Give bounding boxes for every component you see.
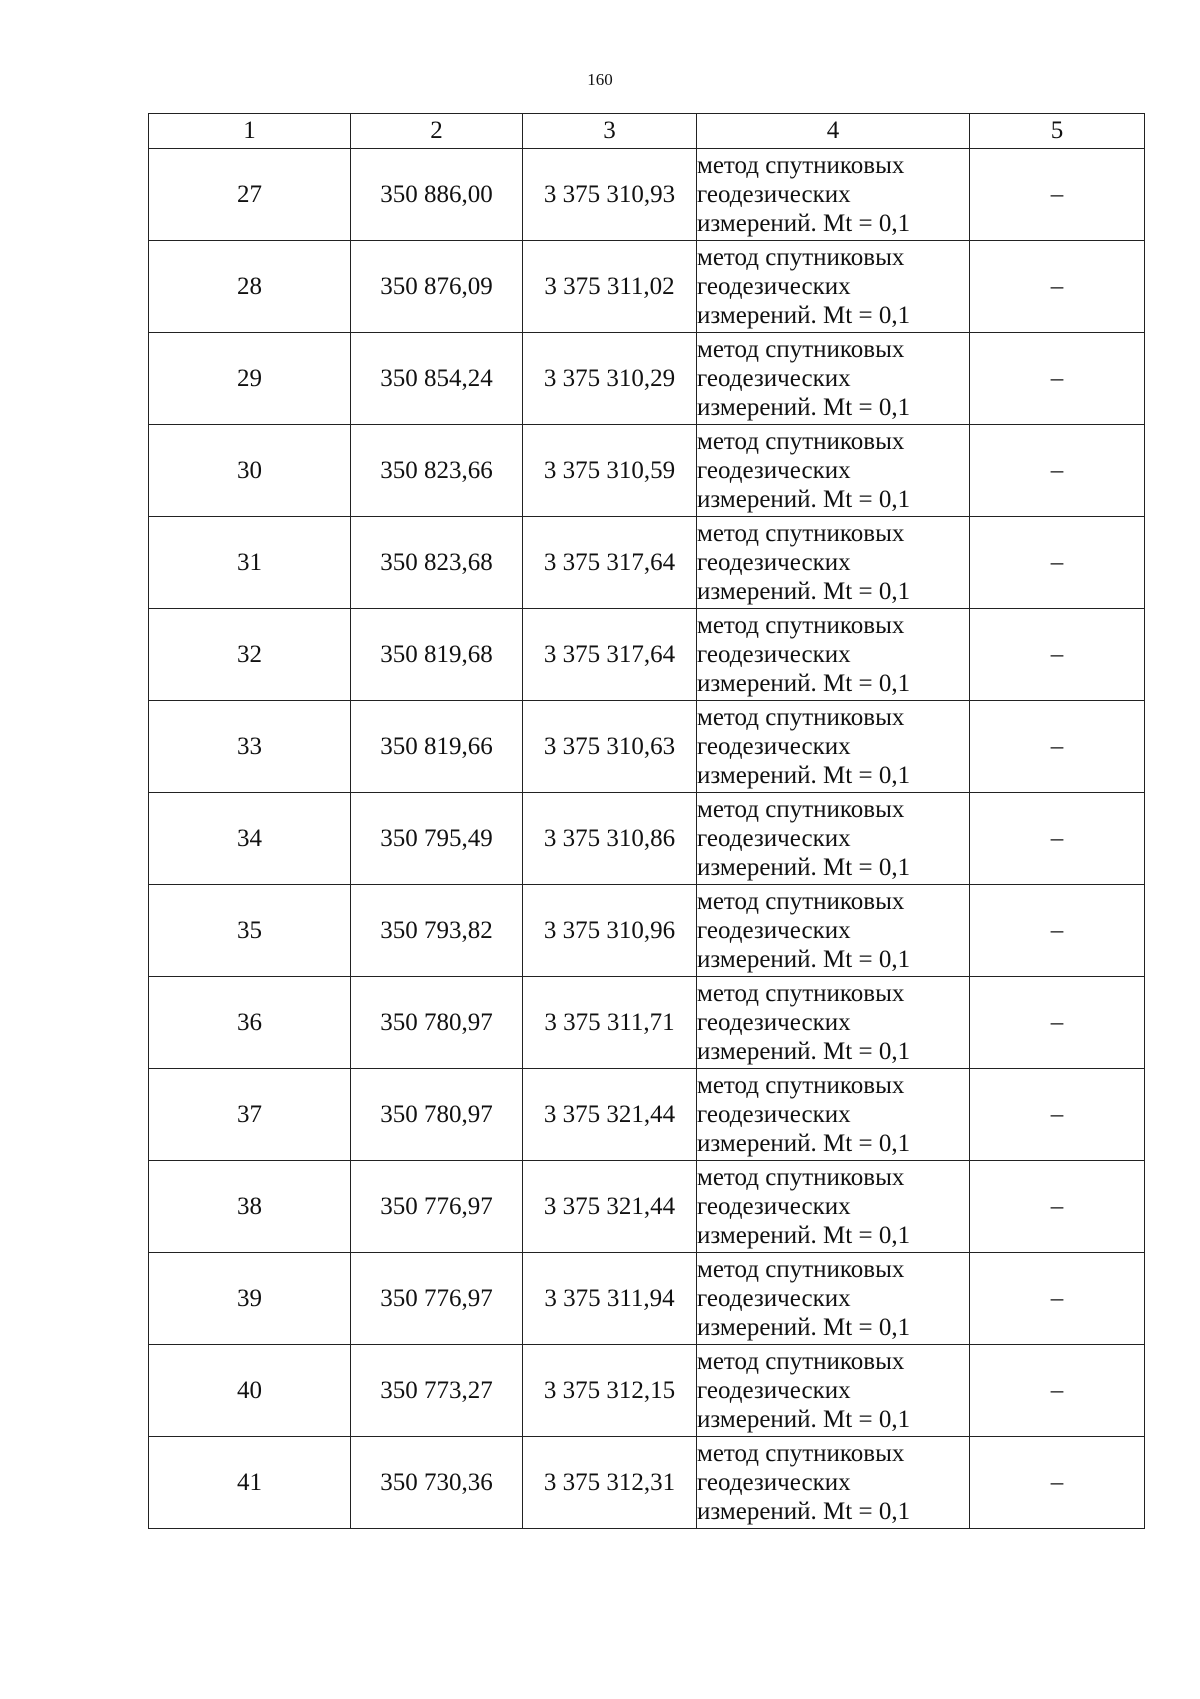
x-coordinate-cell-text: 350 819,68 <box>380 640 493 668</box>
table-row <box>149 885 1145 977</box>
note-cell-text: – <box>1050 1376 1064 1404</box>
y-coordinate-cell-text: 3 375 311,94 <box>544 1284 675 1312</box>
method-cell <box>697 333 970 425</box>
y-coordinate-cell <box>523 701 697 793</box>
method-cell-text: метод спутниковых геодезических измерений. Mt = 0,1 <box>697 1348 911 1433</box>
y-coordinate-cell-text: 3 375 311,02 <box>544 272 675 300</box>
method-cell <box>697 1253 970 1345</box>
x-coordinate-cell <box>351 793 523 885</box>
x-coordinate-cell-text: 350 776,97 <box>380 1284 493 1312</box>
table-row <box>149 1345 1145 1437</box>
point-number-cell-text: 28 <box>237 272 262 300</box>
note-cell <box>970 793 1145 885</box>
note-cell-text: – <box>1050 824 1064 852</box>
method-cell-text: метод спутниковых геодезических измерений. Mt = 0,1 <box>697 520 911 605</box>
page-number: 160 <box>587 70 613 89</box>
table-row <box>149 609 1145 701</box>
table-row <box>149 1069 1145 1161</box>
table-row <box>149 425 1145 517</box>
note-cell-text: – <box>1050 364 1064 392</box>
point-number-cell-text: 27 <box>237 180 262 208</box>
y-coordinate-cell-text: 3 375 310,96 <box>543 916 676 944</box>
table-body <box>149 149 1145 1529</box>
point-number-cell <box>149 517 351 609</box>
method-cell-text: метод спутниковых геодезических измерений. Mt = 0,1 <box>697 980 911 1065</box>
method-cell <box>697 1437 970 1529</box>
note-cell-text: – <box>1050 456 1064 484</box>
method-cell <box>697 609 970 701</box>
method-cell-text: метод спутниковых геодезических измерений. Mt = 0,1 <box>697 888 911 973</box>
column-header-5: 5 <box>970 114 1145 149</box>
y-coordinate-cell <box>523 609 697 701</box>
y-coordinate-cell <box>523 333 697 425</box>
method-cell <box>697 1161 970 1253</box>
x-coordinate-cell-text: 350 876,09 <box>380 272 493 300</box>
note-cell <box>970 1437 1145 1529</box>
x-coordinate-cell <box>351 701 523 793</box>
note-cell-text: – <box>1050 916 1064 944</box>
note-cell <box>970 1253 1145 1345</box>
x-coordinate-cell <box>351 1345 523 1437</box>
x-coordinate-cell-text: 350 773,27 <box>380 1376 493 1404</box>
column-header-3: 3 <box>523 114 697 149</box>
y-coordinate-cell-text: 3 375 310,93 <box>543 180 676 208</box>
x-coordinate-cell-text: 350 793,82 <box>380 916 493 944</box>
point-number-cell-text: 37 <box>237 1100 262 1128</box>
y-coordinate-cell <box>523 1161 697 1253</box>
method-cell <box>697 425 970 517</box>
method-cell <box>697 701 970 793</box>
x-coordinate-cell-text: 350 819,66 <box>380 732 493 760</box>
x-coordinate-cell-text: 350 823,66 <box>380 456 493 484</box>
y-coordinate-cell <box>523 1345 697 1437</box>
y-coordinate-cell-text: 3 375 310,63 <box>543 732 676 760</box>
point-number-cell <box>149 1253 351 1345</box>
x-coordinate-cell <box>351 241 523 333</box>
method-cell <box>697 1069 970 1161</box>
table-row <box>149 977 1145 1069</box>
point-number-cell <box>149 1161 351 1253</box>
note-cell <box>970 1345 1145 1437</box>
x-coordinate-cell-text: 350 780,97 <box>380 1100 493 1128</box>
note-cell <box>970 517 1145 609</box>
point-number-cell <box>149 701 351 793</box>
y-coordinate-cell-text: 3 375 317,64 <box>543 548 676 576</box>
point-number-cell <box>149 333 351 425</box>
note-cell <box>970 149 1145 241</box>
x-coordinate-cell-text: 350 886,00 <box>380 180 493 208</box>
method-cell-text: метод спутниковых геодезических измерений. Mt = 0,1 <box>697 1164 911 1249</box>
note-cell <box>970 609 1145 701</box>
y-coordinate-cell <box>523 977 697 1069</box>
point-number-cell-text: 31 <box>237 548 262 576</box>
note-cell <box>970 885 1145 977</box>
table-row <box>149 701 1145 793</box>
method-cell <box>697 517 970 609</box>
method-cell-text: метод спутниковых геодезических измерений. Mt = 0,1 <box>697 796 911 881</box>
point-number-cell-text: 35 <box>237 916 262 944</box>
note-cell-text: – <box>1050 640 1064 668</box>
y-coordinate-cell <box>523 517 697 609</box>
x-coordinate-cell <box>351 885 523 977</box>
y-coordinate-cell-text: 3 375 310,86 <box>543 824 676 852</box>
note-cell <box>970 1161 1145 1253</box>
method-cell-text: метод спутниковых геодезических измерений. Mt = 0,1 <box>697 244 911 329</box>
note-cell <box>970 1069 1145 1161</box>
table-row <box>149 149 1145 241</box>
column-header-1: 1 <box>149 114 351 149</box>
note-cell-text: – <box>1050 1192 1064 1220</box>
note-cell-text: – <box>1050 180 1064 208</box>
note-cell <box>970 241 1145 333</box>
method-cell <box>697 977 970 1069</box>
point-number-cell <box>149 885 351 977</box>
method-cell <box>697 793 970 885</box>
x-coordinate-cell-text: 350 854,24 <box>380 364 493 392</box>
point-number-cell <box>149 241 351 333</box>
y-coordinate-cell-text: 3 375 310,29 <box>543 364 676 392</box>
point-number-cell-text: 40 <box>237 1376 262 1404</box>
y-coordinate-cell-text: 3 375 310,59 <box>543 456 676 484</box>
y-coordinate-cell-text: 3 375 312,15 <box>543 1376 676 1404</box>
method-cell <box>697 1345 970 1437</box>
point-number-cell <box>149 609 351 701</box>
y-coordinate-cell <box>523 1253 697 1345</box>
x-coordinate-cell-text: 350 795,49 <box>380 824 493 852</box>
method-cell-text: метод спутниковых геодезических измерений. Mt = 0,1 <box>697 1072 911 1157</box>
y-coordinate-cell <box>523 793 697 885</box>
y-coordinate-cell-text: 3 375 311,71 <box>544 1008 675 1036</box>
point-number-cell-text: 32 <box>237 640 262 668</box>
table-header-row <box>149 114 1145 149</box>
x-coordinate-cell <box>351 333 523 425</box>
x-coordinate-cell <box>351 1161 523 1253</box>
x-coordinate-cell <box>351 1069 523 1161</box>
note-cell-text: – <box>1050 1100 1064 1128</box>
note-cell <box>970 701 1145 793</box>
point-number-cell <box>149 977 351 1069</box>
note-cell <box>970 425 1145 517</box>
method-cell-text: метод спутниковых геодезических измерений. Mt = 0,1 <box>697 1440 911 1525</box>
note-cell-text: – <box>1050 548 1064 576</box>
table-row <box>149 333 1145 425</box>
y-coordinate-cell-text: 3 375 321,44 <box>543 1192 676 1220</box>
note-cell-text: – <box>1050 732 1064 760</box>
y-coordinate-cell <box>523 241 697 333</box>
table-row <box>149 1253 1145 1345</box>
table-row <box>149 793 1145 885</box>
point-number-cell <box>149 149 351 241</box>
column-header-4: 4 <box>697 114 970 149</box>
x-coordinate-cell <box>351 149 523 241</box>
point-number-cell <box>149 1437 351 1529</box>
point-number-cell <box>149 1345 351 1437</box>
note-cell-text: – <box>1050 272 1064 300</box>
x-coordinate-cell-text: 350 730,36 <box>380 1468 493 1496</box>
y-coordinate-cell-text: 3 375 321,44 <box>543 1100 676 1128</box>
table-row <box>149 241 1145 333</box>
x-coordinate-cell <box>351 1253 523 1345</box>
note-cell-text: – <box>1050 1008 1064 1036</box>
note-cell-text: – <box>1050 1468 1064 1496</box>
point-number-cell <box>149 1069 351 1161</box>
point-number-cell-text: 39 <box>237 1284 262 1312</box>
y-coordinate-cell <box>523 1069 697 1161</box>
point-number-cell <box>149 793 351 885</box>
table-row <box>149 1437 1145 1529</box>
method-cell <box>697 241 970 333</box>
y-coordinate-cell <box>523 149 697 241</box>
method-cell-text: метод спутниковых геодезических измерений. Mt = 0,1 <box>697 612 911 697</box>
method-cell-text: метод спутниковых геодезических измерений. Mt = 0,1 <box>697 428 911 513</box>
coordinates-table <box>148 113 1145 1529</box>
point-number-cell <box>149 425 351 517</box>
x-coordinate-cell-text: 350 823,68 <box>380 548 493 576</box>
x-coordinate-cell-text: 350 776,97 <box>380 1192 493 1220</box>
y-coordinate-cell <box>523 425 697 517</box>
x-coordinate-cell <box>351 425 523 517</box>
method-cell-text: метод спутниковых геодезических измерений. Mt = 0,1 <box>697 336 911 421</box>
note-cell-text: – <box>1050 1284 1064 1312</box>
table-row <box>149 1161 1145 1253</box>
point-number-cell-text: 36 <box>237 1008 262 1036</box>
x-coordinate-cell <box>351 1437 523 1529</box>
note-cell <box>970 333 1145 425</box>
column-header-2: 2 <box>351 114 523 149</box>
point-number-cell-text: 38 <box>237 1192 262 1220</box>
x-coordinate-cell-text: 350 780,97 <box>380 1008 493 1036</box>
method-cell-text: метод спутниковых геодезических измерений. Mt = 0,1 <box>697 704 911 789</box>
point-number-cell-text: 41 <box>237 1468 262 1496</box>
x-coordinate-cell <box>351 517 523 609</box>
method-cell <box>697 885 970 977</box>
y-coordinate-cell <box>523 885 697 977</box>
y-coordinate-cell-text: 3 375 317,64 <box>543 640 676 668</box>
y-coordinate-cell-text: 3 375 312,31 <box>543 1468 676 1496</box>
point-number-cell-text: 29 <box>237 364 262 392</box>
table-row <box>149 517 1145 609</box>
x-coordinate-cell <box>351 609 523 701</box>
point-number-cell-text: 34 <box>237 824 262 852</box>
y-coordinate-cell <box>523 1437 697 1529</box>
method-cell <box>697 149 970 241</box>
point-number-cell-text: 33 <box>237 732 262 760</box>
note-cell <box>970 977 1145 1069</box>
method-cell-text: метод спутниковых геодезических измерений. Mt = 0,1 <box>697 1256 911 1341</box>
x-coordinate-cell <box>351 977 523 1069</box>
method-cell-text: метод спутниковых геодезических измерений. Mt = 0,1 <box>697 152 911 237</box>
point-number-cell-text: 30 <box>237 456 262 484</box>
